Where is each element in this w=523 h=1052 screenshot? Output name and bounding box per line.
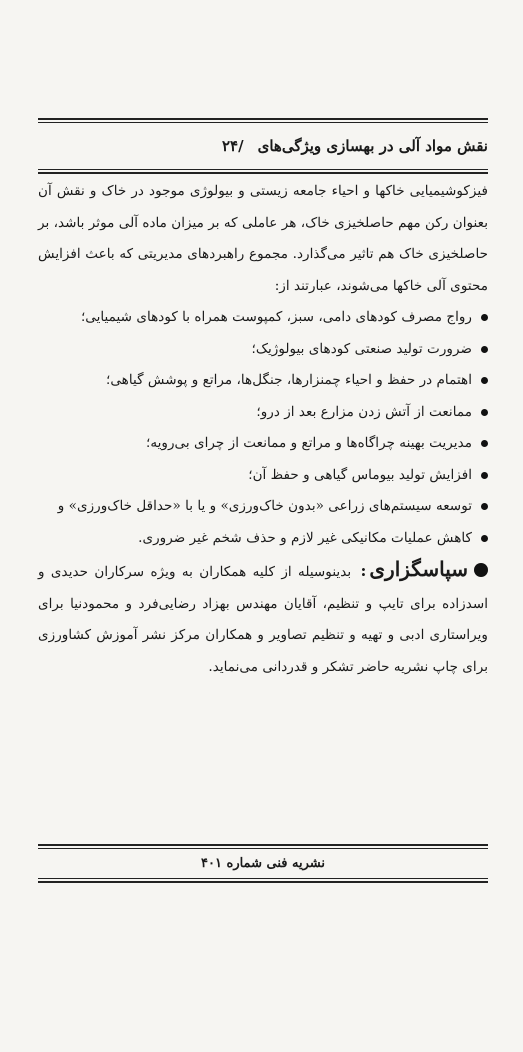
- list-item: [38, 460, 488, 492]
- intro-paragraph: فیزکوشیمیایی خاکها و احیاء جامعه زیستی و بیولوژی موجود در خاک و نقش آن بعنوان رکن مهم حاصلخیزی خاک، هر عاملی که بر میزان ماده آلی موثر باشد، بر حاصلخیزی خاک هم تاثیر می‌گذارد. مجموع راهبردهای مدیریتی که باعث افزایش محتوی آلی خاکها می‌شوند، عبارتند از:: [38, 183, 488, 294]
- list-item-text: مدیریت بهینه چراگاه‌ها و مراتع و ممانعت از چرای بی‌رویه؛: [146, 435, 472, 451]
- acknowledgement-text: بدینوسیله از کلیه همکاران به ویژه سرکاران حدیدی و اسدزاده برای تایپ و تنظیم، آقایان مهندس بهزاد رضایی‌فرد و محمودنیا برای ویراستاری ادبی و تهیه و تنظیم تصاویر و همکاران مرکز نشر آموزش کشاورزی برای چاپ نشریه حاضر تشکر و قدردانی می‌نماید.: [38, 564, 488, 675]
- list-item-text: توسعه سیستم‌های زراعی «بدون خاک‌ورزی» و یا با «حداقل خاک‌ورزی» و: [57, 498, 472, 514]
- bullet-dot-icon: [481, 314, 488, 321]
- running-footer: نشریه فنی شماره ۴۰۱: [201, 856, 325, 871]
- list-item: [38, 523, 488, 555]
- header-rule-bottom-thin: [38, 169, 488, 170]
- list-item-text: اهتمام در حفظ و احیاء چمنزارها، جنگل‌ها، مراتع و پوشش گیاهی؛: [106, 372, 472, 388]
- list-item: [38, 428, 488, 460]
- list-item: [38, 397, 488, 429]
- running-header-title: نقش مواد آلی در بهسازی ویژگی‌های: [257, 137, 488, 155]
- running-header: [38, 126, 488, 166]
- bullet-dot-icon: [481, 472, 488, 479]
- list-item-text: ضرورت تولید صنعتی کودهای بیولوژیک؛: [251, 340, 472, 357]
- page-number: /۲۴: [222, 137, 244, 155]
- header-rule-top-thin: [38, 122, 488, 123]
- bullet-dot-icon: [481, 346, 488, 353]
- list-item-text: رواج مصرف کودهای دامی، سبز، کمپوست همراه با کودهای شیمیایی؛: [80, 309, 472, 325]
- list-item: [38, 491, 488, 523]
- footer-rule-bottom: [38, 881, 488, 883]
- footer-rule-bottom-thin: [38, 878, 488, 879]
- header-rule-top: [38, 118, 488, 120]
- acknowledgement-colon: :: [360, 561, 367, 580]
- bullet-dot-icon: [481, 409, 488, 416]
- footer-rule-top: [38, 844, 488, 846]
- list-item: [38, 334, 488, 366]
- list-item: [38, 365, 488, 397]
- acknowledgement-title: سپاسگزاری: [369, 557, 468, 581]
- page-body: [38, 176, 488, 683]
- list-item-text: افزایش تولید بیوماس گیاهی و حفظ آن؛: [248, 466, 472, 483]
- list-item: [38, 302, 488, 334]
- strategy-list: [38, 302, 488, 554]
- bullet-dot-icon: [481, 503, 488, 510]
- header-rule-bottom: [38, 172, 488, 174]
- acknowledgement-paragraph: [38, 554, 488, 683]
- bullet-dot-icon: [481, 440, 488, 447]
- list-item-text: کاهش عملیات مکانیکی غیر لازم و حذف شخم غیر ضروری.: [138, 529, 472, 546]
- bullet-dot-icon: [481, 535, 488, 542]
- large-bullet-icon: [474, 563, 488, 577]
- list-item-text: ممانعت از آتش زدن مزارع بعد از درو؛: [256, 403, 472, 420]
- bullet-dot-icon: [481, 377, 488, 384]
- footer-rule-top-thin: [38, 848, 488, 849]
